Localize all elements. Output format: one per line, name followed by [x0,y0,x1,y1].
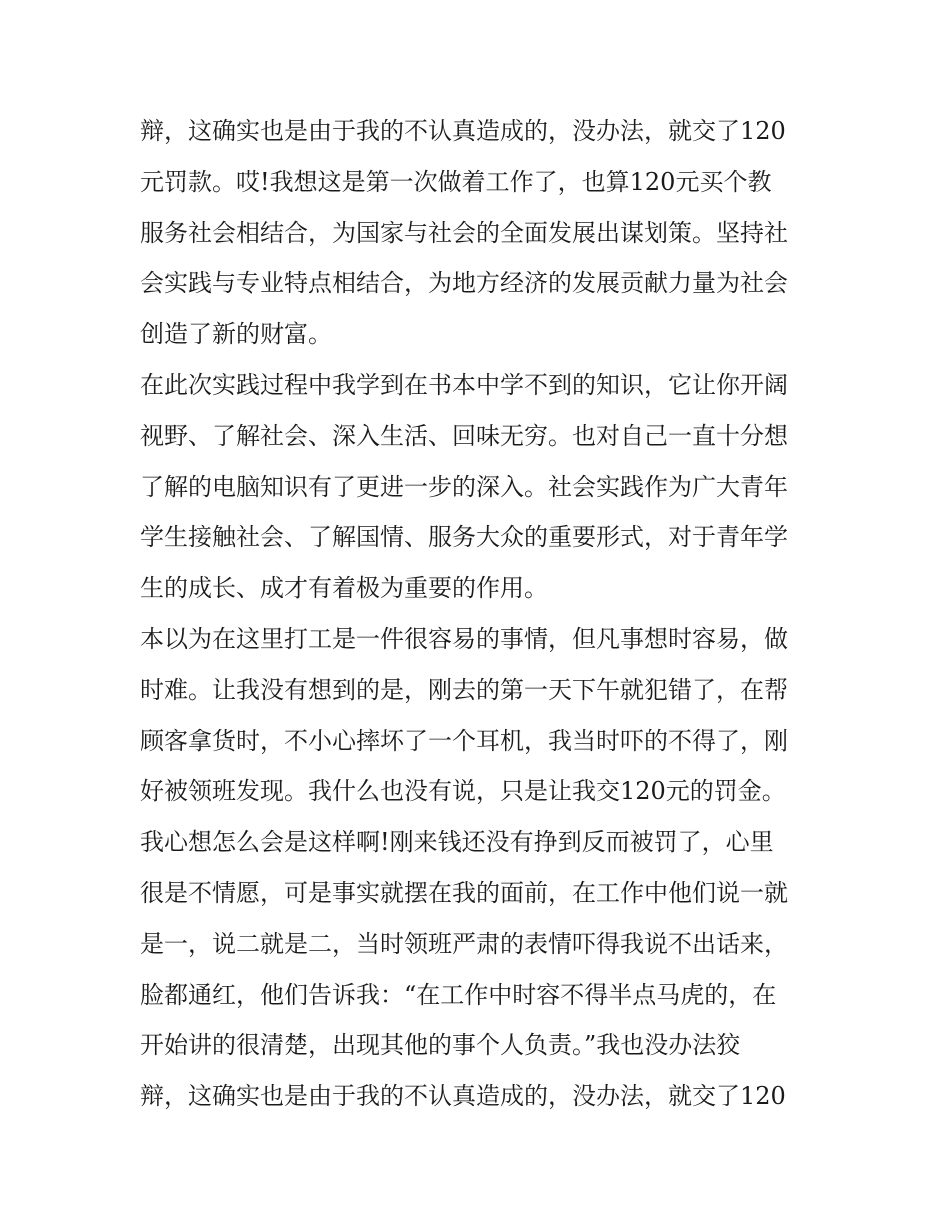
text-line: 元罚款。哎!我想这是第一次做着工作了，也算120元买个教 [140,167,772,196]
text-line: 脸都通红，他们告诉我：“在工作中时容不得半点马虎的，在 [140,980,777,1009]
text-line: 学生接触社会、了解国情、服务大众的重要形式，对于青年学 [140,523,788,552]
text-line: 很是不情愿，可是事实就摆在我的面前，在工作中他们说一就 [140,878,788,907]
text-line: 辩，这确实也是由于我的不认真造成的，没办法，就交了120 [140,117,786,145]
text-line: 开始讲的很清楚，出现其他的事个人负责。”我也没办法狡 [140,1031,741,1060]
text-line: 好被领班发现。我什么也没有说，只是让我交120元的罚金。 [140,777,786,806]
text-line: 顾客拿货时，不小心摔坏了一个耳机，我当时吓的不得了，刚 [140,726,788,755]
text-line: 了解的电脑知识有了更进一步的深入。社会实践作为广大青年 [140,472,788,501]
text-line: 生的成长、成才有着极为重要的作用。 [140,574,548,603]
text-line: 辩，这确实也是由于我的不认真造成的，没办法，就交了120 [140,1082,786,1111]
text-line: 时难。让我没有想到的是，刚去的第一天下午就犯错了，在帮 [140,675,788,704]
text-line: 创造了新的财富。 [140,320,332,349]
text-line: 是一，说二就是二，当时领班严肃的表情吓得我说不出话来， [140,929,788,958]
text-line: 本以为在这里打工是一件很容易的事情，但凡事想时容易，做 [140,624,788,653]
text-line: 会实践与专业特点相结合，为地方经济的发展贡献力量为社会 [140,269,788,298]
document-body [140,106,820,1122]
text-line: 我心想怎么会是这样啊!刚来钱还没有挣到反而被罚了，心里 [140,828,774,857]
text-line: 在此次实践过程中我学到在书本中学不到的知识，它让你开阔 [140,370,788,399]
text-line: 视野、了解社会、深入生活、回味无穷。也对自己一直十分想 [140,421,788,450]
text-line: 服务社会相结合，为国家与社会的全面发展出谋划策。坚持社 [140,218,788,247]
